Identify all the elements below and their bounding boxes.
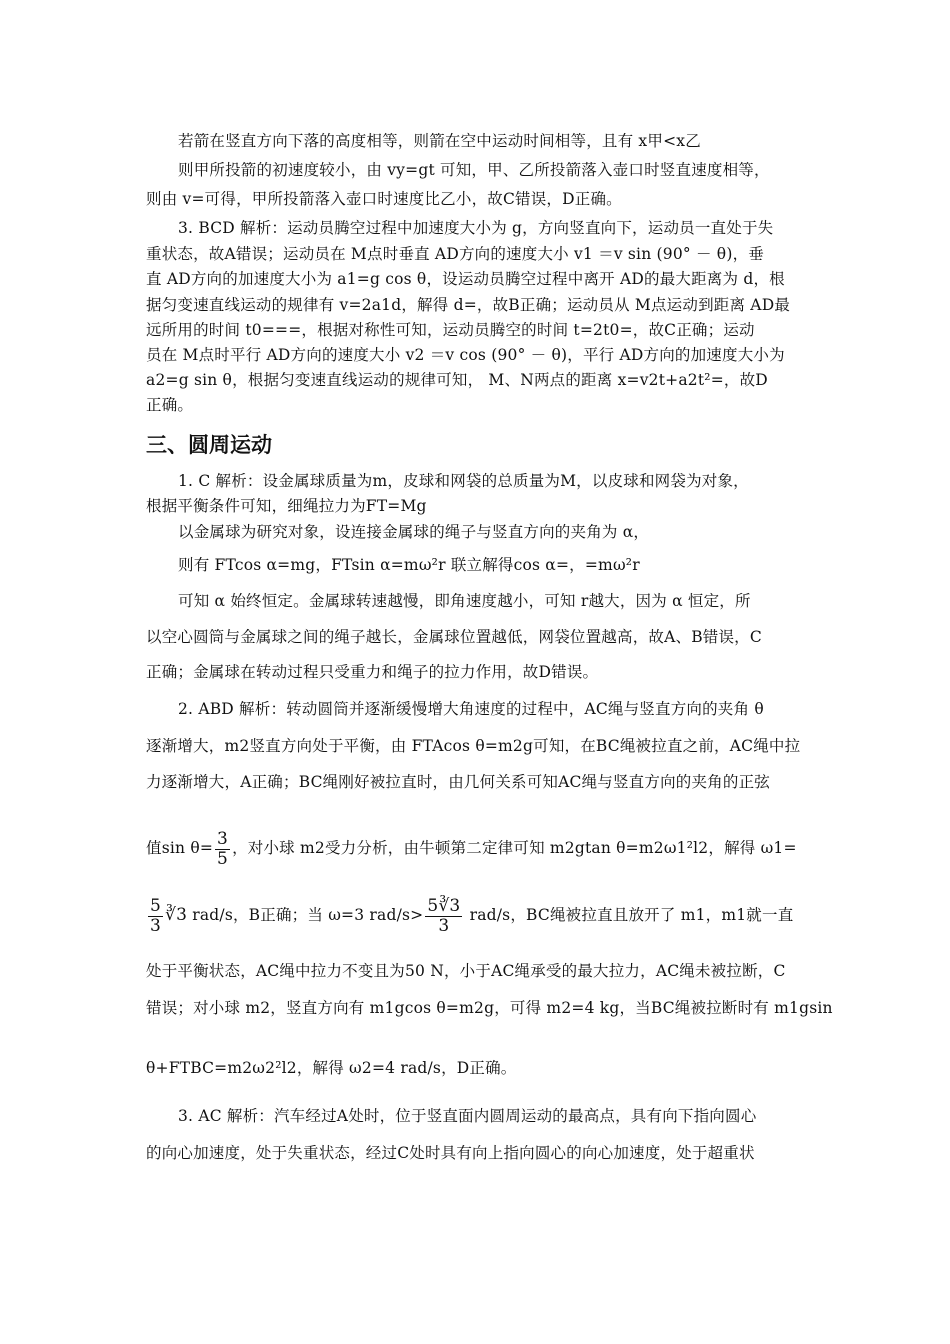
fraction-numerator: 5∛3 — [427, 895, 461, 916]
fraction — [148, 897, 163, 936]
fraction — [425, 897, 462, 936]
text-line: 3. AC 解析：汽车经过A处时，位于竖直面内圆周运动的最高点，具有向下指向圆心 — [178, 1107, 757, 1125]
text-line: 3. BCD 解析：运动员腾空过程中加速度大小为 g，方向竖直向下，运动员一直处于失 — [178, 219, 774, 237]
text-line: 则有 FTcos α=mg，FTsin α=mω²r 联立解得cos α=，=mω²r — [178, 556, 640, 574]
fraction-denominator: 3 — [438, 915, 450, 936]
text-segment: 值sin θ= — [146, 839, 214, 857]
fraction — [215, 830, 230, 869]
text-line: θ+FTBC=m2ω2²l2，解得 ω2=4 rad/s，D正确。 — [146, 1059, 517, 1077]
text-line: 以金属球为研究对象，设连接金属球的绳子与竖直方向的夹角为 α， — [178, 523, 650, 541]
fraction-numerator: 5 — [150, 895, 162, 916]
text-line: 正确；金属球在转动过程只受重力和绳子的拉力作用，故D错误。 — [146, 663, 599, 681]
text-line: 远所用的时间 t0===，根据对称性可知，运动员腾空的时间 t=2t0=，故C正确；运动 — [146, 321, 755, 339]
text-line: 2. ABD 解析：转动圆筒并逐渐缓慢增大角速度的过程中，AC绳与竖直方向的夹角 θ — [178, 700, 764, 718]
text-line: 正确。 — [146, 396, 194, 414]
text-line: 1. C 解析：设金属球质量为m，皮球和网袋的总质量为M，以皮球和网袋为对象， — [178, 472, 749, 490]
text-line: 若箭在竖直方向下落的高度相等，则箭在空中运动时间相等，且有 x甲<x乙 — [178, 132, 701, 150]
text-line: 根据平衡条件可知，细绳拉力为FT=Mg — [146, 497, 427, 515]
fraction-denominator: 3 — [150, 915, 162, 936]
equation-line — [146, 893, 806, 941]
text-line: a2=g sin θ，根据匀变速直线运动的规律可知， M、N两点的距离 x=v2t+a2t²=，故D — [146, 371, 768, 389]
section-heading: 三、圆周运动 — [146, 433, 272, 457]
text-line: 以空心圆筒与金属球之间的绳子越长，金属球位置越低，网袋位置越高，故A、B错误，C — [146, 628, 762, 646]
text-line: 则由 v=可得，甲所投箭落入壶口时速度比乙小，故C错误，D正确。 — [146, 190, 622, 208]
fraction-numerator: 3 — [217, 828, 229, 849]
text-segment: ，对小球 m2受力分析，由牛顿第二定律可知 m2gtan θ=m2ω1²l2，解得 ω1= — [232, 839, 797, 857]
text-segment: rad/s，BC绳被拉直且放开了 m1，m1就一直 — [469, 906, 794, 924]
text-line: 可知 α 始终恒定。金属球转速越慢，即角速度越小，可知 r越大，因为 α 恒定，所 — [178, 592, 751, 610]
text-line: 错误；对小球 m2，竖直方向有 m1gcos θ=m2g，可得 m2=4 kg，当BC绳被拉断时有 m1gsin — [146, 999, 833, 1017]
text-line: 力逐渐增大，A正确；BC绳刚好被拉直时，由几何关系可知AC绳与竖直方向的夹角的正弦 — [146, 773, 770, 791]
text-line: 逐渐增大，m2竖直方向处于平衡，由 FTAcos θ=m2g可知，在BC绳被拉直之前，AC绳中拉 — [146, 737, 801, 755]
fraction-denominator: 5 — [217, 848, 229, 869]
text-line: 据匀变速直线运动的规律有 v=2a1d，解得 d=，故B正确；运动员从 M点运动到距离 AD最 — [146, 296, 791, 314]
text-segment: rad/s，B正确；当 ω=3 rad/s> — [192, 906, 424, 924]
text-line: 处于平衡状态，AC绳中拉力不变且为50 N，小于AC绳承受的最大拉力，AC绳未被拉断，C — [146, 962, 786, 980]
equation-line — [146, 826, 806, 874]
text-line: 员在 M点时平行 AD方向的速度大小 v2 ＝v cos (90° － θ)，平行 AD方向的加速度大小为 — [146, 346, 785, 364]
text-line: 则甲所投箭的初速度较小，由 vy=gt 可知，甲、乙所投箭落入壶口时竖直速度相等， — [178, 161, 770, 179]
text-line: 重状态，故A错误；运动员在 M点时垂直 AD方向的速度大小 v1 ＝v sin (90° － θ)，垂 — [146, 245, 764, 263]
cube-root: ∛3 — [165, 905, 188, 925]
text-line: 的向心加速度，处于失重状态，经过C处时具有向上指向圆心的向心加速度，处于超重状 — [146, 1144, 755, 1162]
text-line: 直 AD方向的加速度大小为 a1=g cos θ，设运动员腾空过程中离开 AD的最大距离为 d，根 — [146, 270, 785, 288]
